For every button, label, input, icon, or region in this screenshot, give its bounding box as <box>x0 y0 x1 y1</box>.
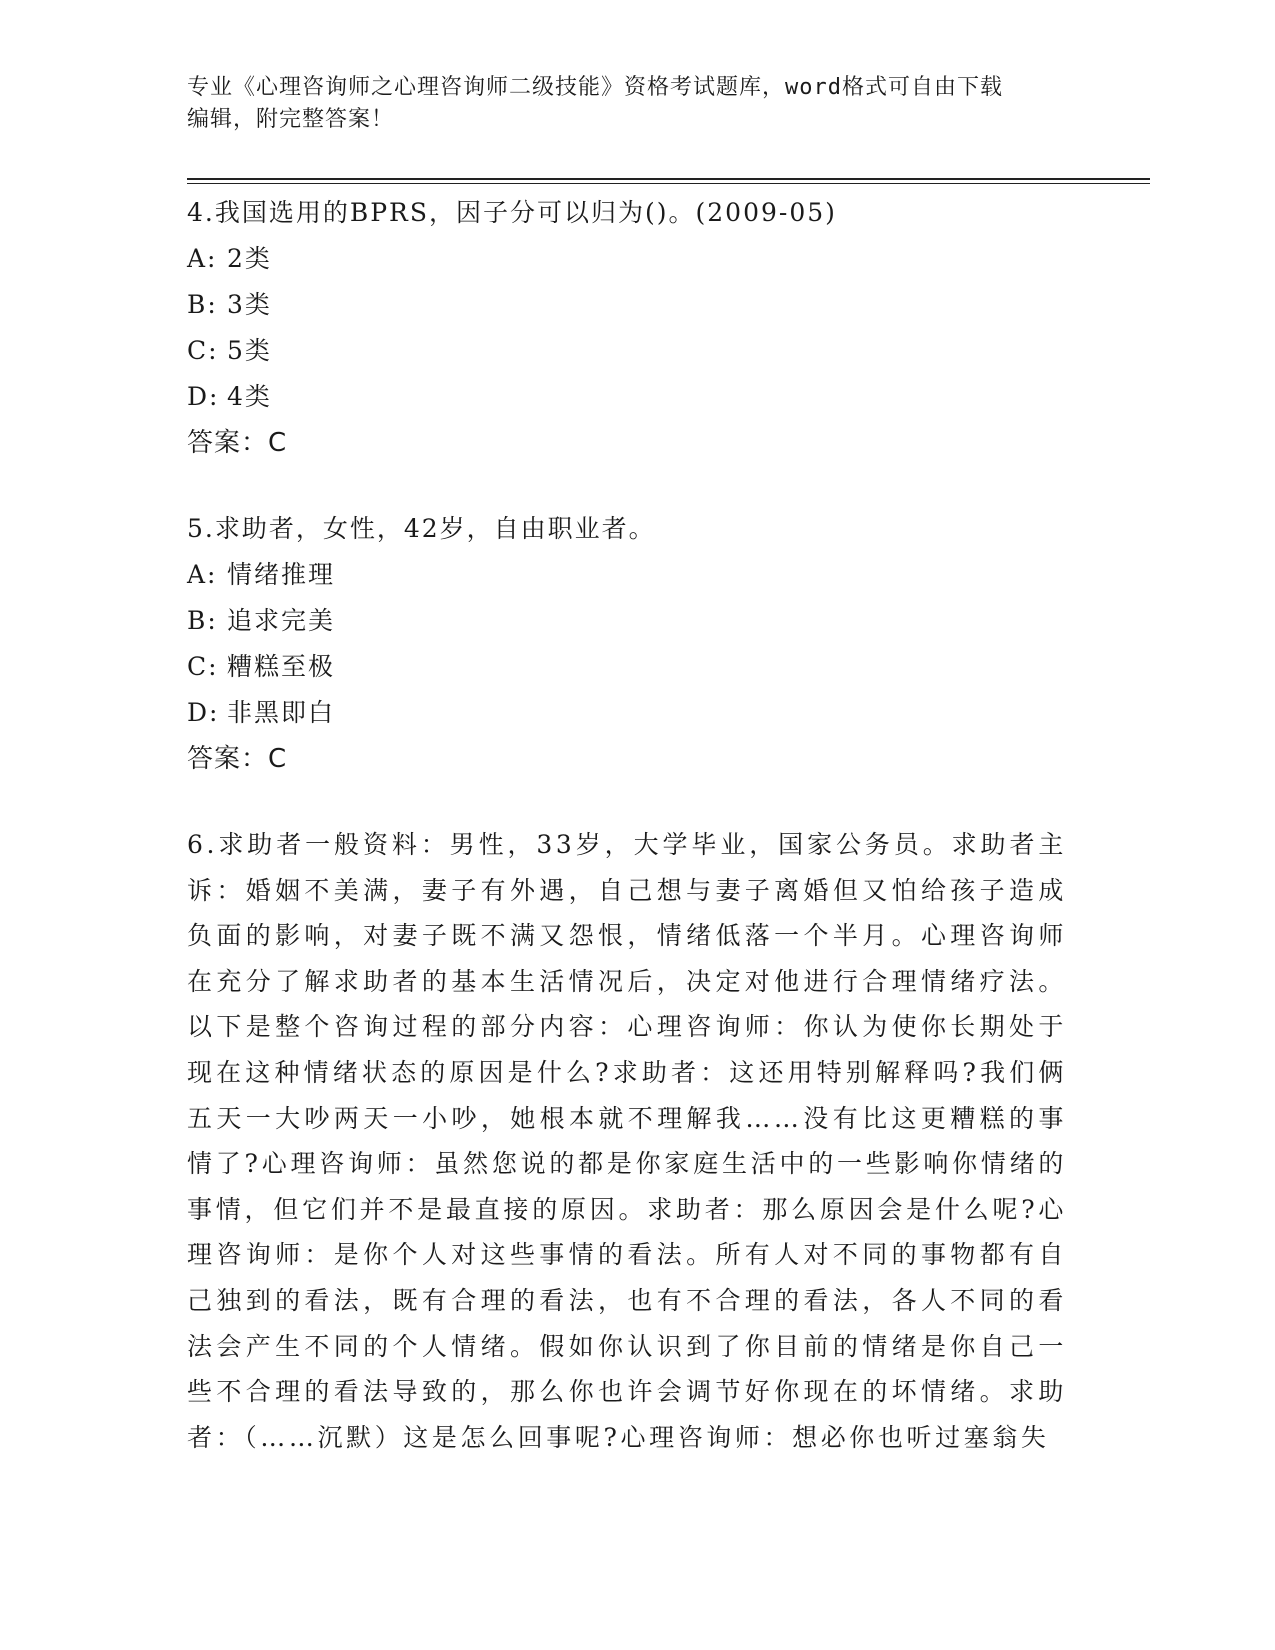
header-line-1: 专业《心理咨询师之心理咨询师二级技能》资格考试题库，word格式可自由下载 <box>187 75 1003 100</box>
option-c <box>187 328 1067 374</box>
option-label: A: <box>187 244 218 273</box>
option-text: 4类 <box>227 382 272 411</box>
option-a <box>187 236 1067 282</box>
option-label: A: <box>187 560 218 589</box>
option-label: C: <box>187 336 219 365</box>
question-stem: 5.求助者，女性，42岁，自由职业者。 <box>187 514 656 543</box>
question-stem: 4.我国选用的BPRS，因子分可以归为()。(2009-05) <box>187 198 837 227</box>
option-b <box>187 598 1067 644</box>
option-label: B: <box>187 606 218 635</box>
question-spacer <box>187 782 1067 822</box>
answer-line: 答案：C <box>187 744 288 774</box>
option-d <box>187 690 1067 736</box>
option-label: B: <box>187 290 218 319</box>
question-list <box>187 190 1067 1460</box>
option-label: C: <box>187 652 219 681</box>
option-label: D: <box>187 382 220 411</box>
question-spacer <box>187 466 1067 506</box>
option-label: D: <box>187 698 220 727</box>
option-c <box>187 644 1067 690</box>
option-text: 非黑即白 <box>227 698 336 727</box>
page-header <box>187 72 1067 136</box>
answer-line: 答案：C <box>187 428 288 458</box>
option-text: 情绪推理 <box>227 560 336 589</box>
option-a <box>187 552 1067 598</box>
question-4 <box>187 190 1067 466</box>
option-d <box>187 374 1067 420</box>
option-text: 2类 <box>227 244 272 273</box>
option-text: 糟糕至极 <box>227 652 336 681</box>
question-5 <box>187 506 1067 782</box>
question-6-text: 6.求助者一般资料：男性，33岁，大学毕业，国家公务员。求助者主诉：婚姻不美满，妻子有外遇，自己想与妻子离婚但又怕给孩子造成负面的影响，对妻子既不满又怨恨，情绪低落一个半月。心理咨询师在充分了解求助者的基本生活情况后，决定对他进行合理情绪疗法。以下是整个咨询过程的部分内容：心理咨询师：你认为使你长期处于现在这种情绪状态的原因是什么?求助者：这还用特别解释吗?我们俩五天一大吵两天一小吵，她根本就不理解我……没有比这更糟糕的事情了?心理咨询师：虽然您说的都是你家庭生活中的一些影响你情绪的事情，但它们并不是最直接的原因。求助者：那么原因会是什么呢?心理咨询师：是你个人对这些事情的看法。所有人对不同的事物都有自己独到的看法，既有合理的看法，也有不合理的看法，各人不同的看法会产生不同的个人情绪。假如你认识到了你目前的情绪是你自己一些不合理的看法导致的，那么你也许会调节好你现在的坏情绪。求助者：（……沉默）这是怎么回事呢?心理咨询师：想必你也听过塞翁失 <box>187 830 1067 1452</box>
option-b <box>187 282 1067 328</box>
option-text: 3类 <box>227 290 272 319</box>
option-text: 5类 <box>227 336 272 365</box>
header-rule-thin <box>187 183 1150 184</box>
question-6 <box>187 822 1067 1460</box>
option-text: 追求完美 <box>227 606 336 635</box>
header-line-2: 编辑，附完整答案！ <box>187 107 395 132</box>
header-rule-thick <box>187 178 1150 180</box>
